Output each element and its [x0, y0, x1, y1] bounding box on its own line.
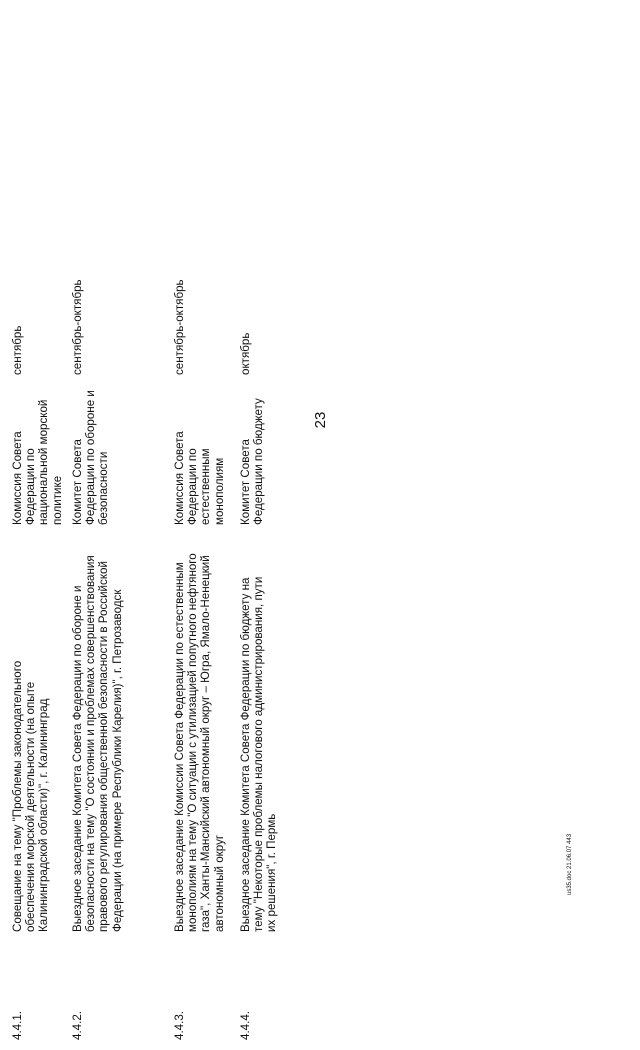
row-responsible: Комитет Совета Федерации по обороне и безопасности — [71, 390, 111, 525]
page-number: 23 — [312, 411, 329, 429]
footer-code: us35.doc 21.06.07 443 — [567, 833, 573, 895]
row-description: Выездное заседание Комитета Совета Федерации по бюджету на тему "Некоторые проблемы налогового администрирования, пути их решения", г. Пермь — [239, 576, 279, 932]
row-number: 4.4.2. — [71, 1010, 84, 1040]
row-date: сентябрь-октябрь — [173, 279, 186, 375]
row-number: 4.4.4. — [239, 1010, 252, 1040]
row-description: Выездное заседание Комитета Совета Федерации по обороне и безопасности на тему "О состоянии и проблемах совершенствования правового регулирования общественной безопасности в Российской Федерации (на примере Республики Карелия)", г. Петрозаводск — [71, 555, 124, 932]
row-responsible: Комитет Совета Федерации по бюджету — [239, 398, 266, 525]
row-description: Выездное заседание Комиссии Совета Федерации по естественным монополиям на тему "О ситуации с утилизацией попутного нефтяного газа", Ханты-Мансийский автономный округ – Югра, Ямало-Ненецкий автономный округ — [173, 553, 226, 932]
row-number: 4.4.1. — [11, 1010, 24, 1040]
row-date: сентябрь — [11, 325, 24, 375]
row-description: Совещание на тему "Проблемы законодательного обеспечения морской деятельности (на опыте Калининградской области)", г. Калининград — [11, 660, 51, 932]
row-responsible: Комиссия Совета Федерации по национальной морской политике — [11, 399, 64, 525]
plan-table — [0, 240, 293, 1050]
row-number: 4.4.3. — [173, 1010, 186, 1040]
row-responsible: Комиссия Совета Федерации по естественным монополиям — [173, 431, 226, 525]
row-date: сентябрь-октябрь — [71, 279, 84, 375]
row-date: октябрь — [239, 332, 252, 375]
